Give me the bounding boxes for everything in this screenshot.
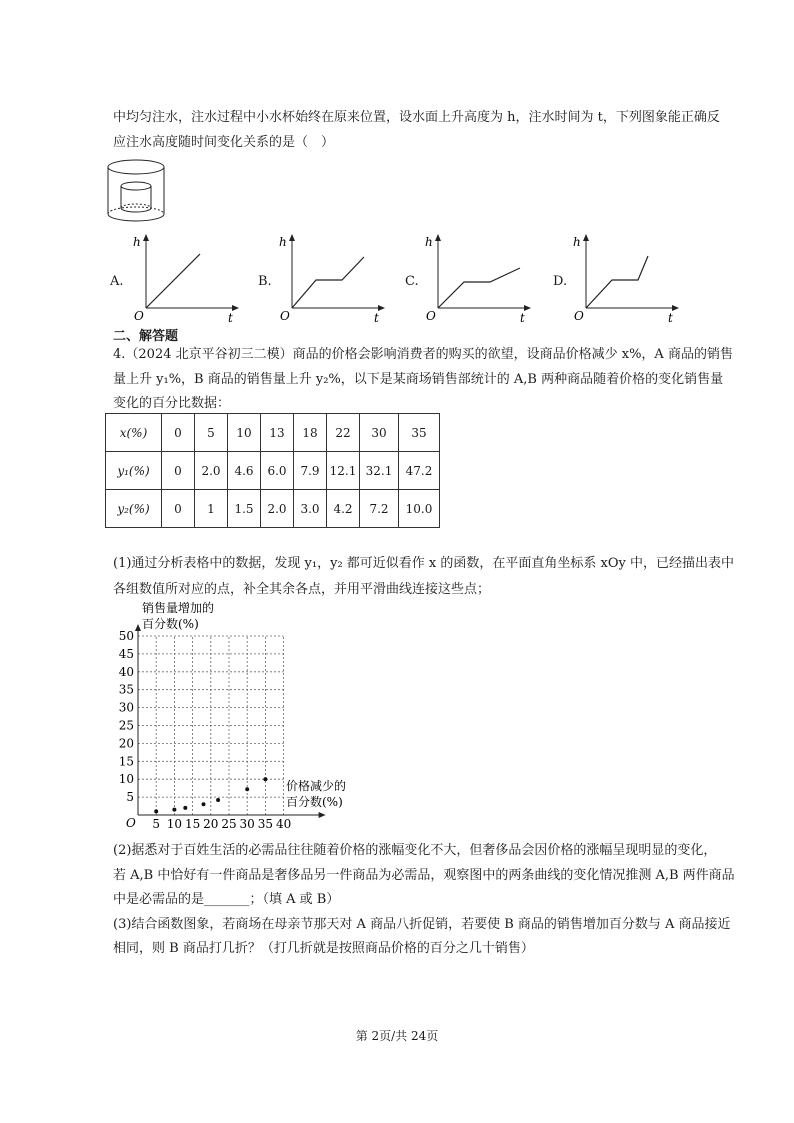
chart-origin-label: O: [126, 816, 136, 830]
table-cell: 10: [228, 414, 261, 452]
q3-line-2: 应注水高度随时间变化关系的是（ ）: [113, 135, 335, 150]
table-cell: 0: [162, 490, 195, 528]
part2-line-1: (2)据悉对于百姓生活的必需品往往随着价格的涨幅变化不大，但奢侈品会因价格的涨幅呈现明显的变化，: [113, 843, 717, 858]
y-axis-arrow: [135, 624, 141, 631]
part1-line-2: 各组数值所对应的点，补全其余各点，并用平滑曲线连接这些点；: [113, 582, 491, 597]
table-cell: 13: [261, 414, 294, 452]
table-cell: 7.9: [294, 452, 327, 490]
data-point: [154, 809, 158, 813]
option-c-graph: [420, 232, 532, 322]
section-title: 二、解答题: [113, 329, 179, 344]
t-axis-label: t: [668, 311, 673, 322]
table-cell: 4.2: [327, 490, 360, 528]
table-cell: 12.1: [327, 452, 360, 490]
table-cell: 18: [294, 414, 327, 452]
q4-line-2: 量上升 y₁%，B 商品的销售量上升 y₂%，以下是某商场销售部统计的 A,B 两种商品随着价格的变化销售量: [113, 372, 724, 387]
y-tick-label: 5: [126, 790, 134, 805]
option-c-label: C.: [405, 274, 419, 289]
x-axis-title-line-2: 百分数(%): [286, 795, 343, 809]
x-tick-label: 5: [152, 817, 161, 831]
option-b-label: B.: [258, 274, 272, 289]
y-tick-label: 45: [118, 646, 134, 661]
data-point: [183, 806, 187, 810]
part1-line-1: (1)通过分析表格中的数据，发现 y₁，y₂ 都可近似看作 x 的函数，在平面直角坐标系 xOy 中，已经描出表中: [113, 556, 734, 571]
table-cell: 0: [162, 414, 195, 452]
table-cell: 22: [327, 414, 360, 452]
table-row: [106, 490, 440, 528]
table-cell: 3.0: [294, 490, 327, 528]
y-tick-label: 15: [118, 754, 134, 769]
t-axis-label: t: [374, 311, 379, 322]
table-cell: 35: [399, 414, 440, 452]
origin-label: O: [280, 309, 290, 322]
table-cell: 4.6: [228, 452, 261, 490]
page-footer: 第 2页/共 24页: [355, 1029, 439, 1043]
x-tick-label: 25: [221, 817, 237, 831]
data-point: [216, 798, 220, 802]
row-header: y₂(%): [106, 490, 162, 528]
table-cell: 1.5: [228, 490, 261, 528]
table-cell: 47.2: [399, 452, 440, 490]
h-axis-label: h: [133, 235, 141, 249]
table-cell: 5: [195, 414, 228, 452]
part2-line-3: 中是必需品的是_______；（填 A 或 B）: [113, 892, 340, 907]
q3-line-1: 中均匀注水，注水过程中小水杯始终在原来位置，设水面上升高度为 h，注水时间为 t，下列图象能正确反: [113, 110, 720, 125]
table-row: [106, 414, 440, 452]
table-cell: 2.0: [195, 452, 228, 490]
h-axis-label: h: [279, 235, 287, 249]
table-cell: 10.0: [399, 490, 440, 528]
y-axis-title-line-2: 百分数(%): [142, 617, 199, 631]
h-axis-label: h: [425, 235, 433, 249]
part3-line-2: 相同，则 B 商品打几折？（打几折就是按照商品价格的百分之几十销售）: [113, 941, 534, 956]
table-cell: 32.1: [360, 452, 399, 490]
data-point: [172, 808, 176, 812]
y-tick-label: 35: [118, 682, 134, 697]
part3-line-1: (3)结合函数图象，若商场在母亲节那天对 A 商品八折促销，若要使 B 商品的销售增加百分数与 A 商品接近: [113, 917, 731, 932]
x-axis-arrow: [319, 812, 326, 818]
table-row: [106, 452, 440, 490]
option-a-label: A.: [110, 274, 124, 289]
origin-label: O: [574, 309, 584, 322]
scatter-chart: [110, 598, 370, 833]
option-b-graph: [274, 232, 386, 322]
x-tick-label: 35: [257, 817, 274, 831]
data-table: [105, 413, 440, 528]
h-axis-label: h: [573, 235, 581, 249]
data-point: [263, 777, 267, 781]
row-header: x(%): [106, 414, 162, 452]
table-cell: 2.0: [261, 490, 294, 528]
q4-line-3: 变化的百分比数据：: [113, 396, 231, 411]
origin-label: O: [134, 309, 144, 322]
y-tick-label: 40: [118, 664, 134, 679]
table-cell: 7.2: [360, 490, 399, 528]
x-tick-label: 10: [166, 817, 183, 831]
q4-line-1: 4.（2024 北京平谷初三二模）商品的价格会影响消费者的购买的欲望，设商品价格减少 x%，A 商品的销售: [113, 347, 733, 362]
option-a-graph: [128, 232, 240, 322]
y-tick-label: 25: [118, 718, 134, 733]
option-d-label: D.: [553, 274, 568, 289]
table-cell: 1: [195, 490, 228, 528]
y-axis-title-line-1: 销售量增加的: [142, 601, 215, 615]
cup-illustration: [103, 158, 169, 226]
t-axis-label: t: [520, 311, 525, 322]
table-cell: 0: [162, 452, 195, 490]
y-tick-label: 20: [118, 736, 134, 751]
y-tick-label: 50: [118, 629, 134, 643]
x-tick-label: 40: [275, 817, 292, 831]
y-tick-label: 10: [118, 772, 134, 787]
part2-line-2: 若 A,B 中恰好有一件商品是奢侈品另一件商品为必需品，观察图中的两条曲线的变化情况推测 A,B 两件商品: [113, 868, 735, 883]
option-d-graph: [568, 232, 680, 322]
x-tick-label: 20: [203, 817, 219, 831]
origin-label: O: [426, 309, 436, 322]
y-tick-label: 30: [118, 700, 134, 715]
x-tick-label: 30: [239, 817, 255, 831]
t-axis-label: t: [228, 311, 233, 322]
x-axis-title-line-1: 价格减少的: [286, 779, 347, 793]
table-cell: 6.0: [261, 452, 294, 490]
data-point: [202, 802, 206, 806]
x-tick-label: 15: [184, 817, 201, 831]
row-header: y₁(%): [106, 452, 162, 490]
table-cell: 30: [360, 414, 399, 452]
data-point: [245, 787, 249, 791]
